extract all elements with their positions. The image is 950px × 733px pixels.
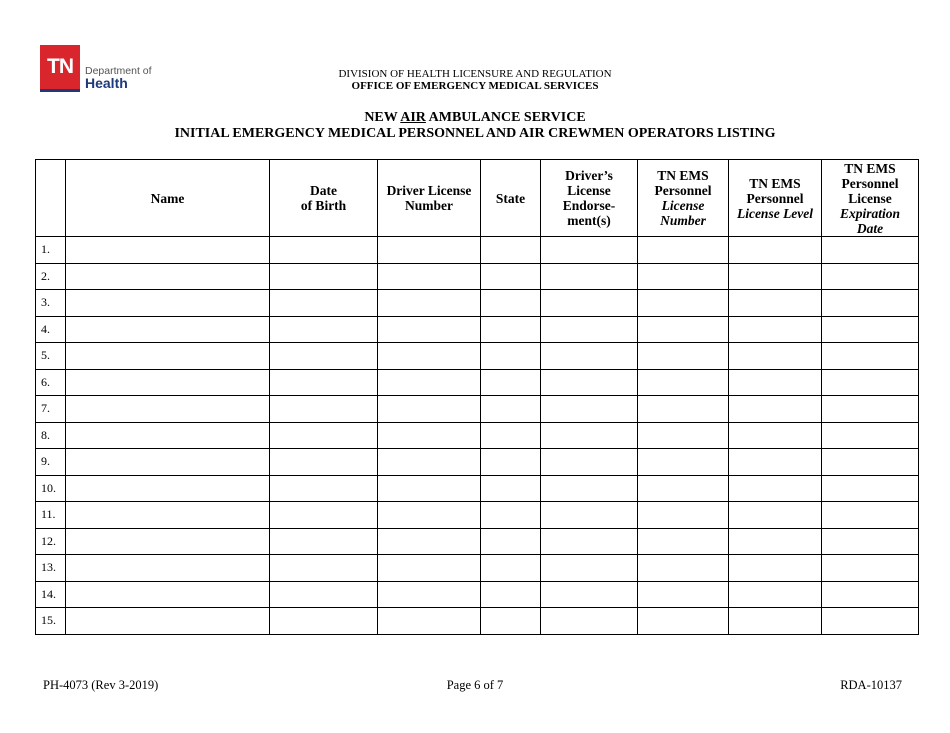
ems-license-number-cell[interactable]: [638, 502, 729, 529]
ems-license-expiration-cell[interactable]: [822, 502, 919, 529]
title-air: AIR: [400, 110, 426, 125]
ems-license-number-cell[interactable]: [638, 555, 729, 582]
license-endorsements-cell[interactable]: [541, 422, 638, 449]
logo-department-text: Department of: [85, 65, 152, 77]
driver-license-number-cell[interactable]: [378, 237, 481, 264]
header-state-text: State: [495, 190, 526, 206]
ems-license-number-cell[interactable]: [638, 528, 729, 555]
header-ems-license-number: [638, 160, 729, 237]
personnel-listing-table: [35, 159, 919, 635]
table-row: [36, 475, 919, 502]
license-endorsements-cell[interactable]: [541, 237, 638, 264]
table-row: [36, 449, 919, 476]
header-ems-license-level: [729, 160, 822, 237]
ems-license-level-cell[interactable]: [729, 555, 822, 582]
row-number: 2.: [36, 263, 66, 290]
row-number: 4.: [36, 316, 66, 343]
state-cell[interactable]: [481, 290, 541, 317]
logo-health-text: Health: [85, 75, 128, 91]
header-index: [36, 160, 66, 237]
header-end-line-1: Driver’s: [565, 168, 613, 183]
header-dl-line-1: Driver License: [386, 183, 472, 198]
table-row: [36, 263, 919, 290]
driver-license-number-cell[interactable]: [378, 316, 481, 343]
header-exp-line-5: Date: [856, 220, 884, 236]
driver-license-number-cell[interactable]: [378, 396, 481, 423]
header-name-text: Name: [150, 190, 185, 206]
name-cell[interactable]: [66, 316, 270, 343]
name-cell[interactable]: [66, 263, 270, 290]
table-row: [36, 343, 919, 370]
office-heading: OFFICE OF EMERGENCY MEDICAL SERVICES: [351, 80, 599, 92]
header-exp-line-4: Expiration: [839, 205, 901, 221]
ems-license-level-cell[interactable]: [729, 608, 822, 635]
state-cell[interactable]: [481, 369, 541, 396]
state-cell[interactable]: [481, 396, 541, 423]
header-exp-line-3: License: [848, 190, 892, 206]
form-number: PH-4073 (Rev 3-2019): [43, 678, 159, 692]
date-of-birth-cell[interactable]: [270, 502, 378, 529]
form-title: [0, 110, 950, 125]
ems-license-level-cell[interactable]: [729, 502, 822, 529]
license-endorsements-cell[interactable]: [541, 396, 638, 423]
driver-license-number-cell[interactable]: [378, 608, 481, 635]
ems-license-expiration-cell[interactable]: [822, 608, 919, 635]
ems-license-expiration-cell[interactable]: [822, 263, 919, 290]
state-cell[interactable]: [481, 263, 541, 290]
state-cell[interactable]: [481, 475, 541, 502]
name-cell[interactable]: [66, 422, 270, 449]
state-cell[interactable]: [481, 343, 541, 370]
ems-license-number-cell[interactable]: [638, 369, 729, 396]
name-cell[interactable]: [66, 608, 270, 635]
ems-license-level-cell[interactable]: [729, 581, 822, 608]
name-cell[interactable]: [66, 581, 270, 608]
ems-license-level-cell[interactable]: [729, 449, 822, 476]
date-of-birth-cell[interactable]: [270, 449, 378, 476]
ems-license-number-cell[interactable]: [638, 316, 729, 343]
ems-license-expiration-cell[interactable]: [822, 581, 919, 608]
ems-license-expiration-cell[interactable]: [822, 475, 919, 502]
rda-number: RDA-10137: [840, 678, 902, 692]
table-row: [36, 316, 919, 343]
table-row: [36, 608, 919, 635]
row-number: 11.: [36, 502, 66, 529]
date-of-birth-cell[interactable]: [270, 263, 378, 290]
ems-license-expiration-cell[interactable]: [822, 528, 919, 555]
ems-license-level-cell[interactable]: [729, 396, 822, 423]
driver-license-number-cell[interactable]: [378, 449, 481, 476]
state-cell[interactable]: [481, 422, 541, 449]
license-endorsements-cell[interactable]: [541, 502, 638, 529]
header-dob-line-2: of Birth: [300, 198, 347, 213]
state-cell[interactable]: [481, 555, 541, 582]
driver-license-number-cell[interactable]: [378, 422, 481, 449]
row-number: 10.: [36, 475, 66, 502]
driver-license-number-cell[interactable]: [378, 263, 481, 290]
table-row: [36, 528, 919, 555]
driver-license-number-cell[interactable]: [378, 581, 481, 608]
state-cell[interactable]: [481, 528, 541, 555]
license-endorsements-cell[interactable]: [541, 316, 638, 343]
header-driver-license-number: [378, 160, 481, 237]
ems-license-number-cell[interactable]: [638, 475, 729, 502]
ems-license-number-cell[interactable]: [638, 263, 729, 290]
name-cell[interactable]: [66, 396, 270, 423]
state-cell[interactable]: [481, 581, 541, 608]
row-number: 13.: [36, 555, 66, 582]
license-endorsements-cell[interactable]: [541, 555, 638, 582]
date-of-birth-cell[interactable]: [270, 369, 378, 396]
name-cell[interactable]: [66, 343, 270, 370]
date-of-birth-cell[interactable]: [270, 396, 378, 423]
table-row: [36, 369, 919, 396]
row-number: 3.: [36, 290, 66, 317]
header-license-endorsements: [541, 160, 638, 237]
driver-license-number-cell[interactable]: [378, 475, 481, 502]
row-number: 15.: [36, 608, 66, 635]
ems-license-level-cell[interactable]: [729, 237, 822, 264]
ems-license-number-cell[interactable]: [638, 396, 729, 423]
license-endorsements-cell[interactable]: [541, 343, 638, 370]
license-endorsements-cell[interactable]: [541, 369, 638, 396]
row-number: 8.: [36, 422, 66, 449]
date-of-birth-cell[interactable]: [270, 528, 378, 555]
name-cell[interactable]: [66, 502, 270, 529]
header-name: [66, 160, 270, 237]
row-number: 1.: [36, 237, 66, 264]
row-number: 12.: [36, 528, 66, 555]
driver-license-number-cell[interactable]: [378, 528, 481, 555]
header-lvl-line-2: Personnel: [746, 190, 804, 206]
driver-license-number-cell[interactable]: [378, 502, 481, 529]
driver-license-number-cell[interactable]: [378, 343, 481, 370]
ems-license-expiration-cell[interactable]: [822, 369, 919, 396]
title-suffix: AMBULANCE SERVICE: [425, 110, 586, 125]
driver-license-number-cell[interactable]: [378, 369, 481, 396]
name-cell[interactable]: [66, 555, 270, 582]
state-cell[interactable]: [481, 316, 541, 343]
ems-license-expiration-cell[interactable]: [822, 422, 919, 449]
license-endorsements-cell[interactable]: [541, 290, 638, 317]
header-date-of-birth: [270, 160, 378, 237]
ems-license-level-cell[interactable]: [729, 343, 822, 370]
row-number: 7.: [36, 396, 66, 423]
name-cell[interactable]: [66, 290, 270, 317]
table-row: [36, 555, 919, 582]
date-of-birth-cell[interactable]: [270, 237, 378, 264]
ems-license-number-cell[interactable]: [638, 290, 729, 317]
header-dob-line-1: Date: [310, 183, 337, 198]
ems-license-number-cell[interactable]: [638, 608, 729, 635]
ems-license-expiration-cell[interactable]: [822, 396, 919, 423]
table-row: [36, 290, 919, 317]
form-subtitle: INITIAL EMERGENCY MEDICAL PERSONNEL AND AIR CREWMEN OPERATORS LISTING: [174, 126, 776, 141]
ems-license-level-cell[interactable]: [729, 369, 822, 396]
table-row: [36, 396, 919, 423]
logo-mark: TN: [40, 45, 80, 89]
ems-license-level-cell[interactable]: [729, 263, 822, 290]
ems-license-number-cell[interactable]: [638, 343, 729, 370]
header-end-line-4: ment(s): [567, 213, 611, 228]
ems-license-number-cell[interactable]: [638, 581, 729, 608]
header-end-line-3: Endorse-: [562, 198, 616, 213]
table-row: [36, 502, 919, 529]
date-of-birth-cell[interactable]: [270, 316, 378, 343]
header-state: [481, 160, 541, 237]
date-of-birth-cell[interactable]: [270, 343, 378, 370]
table-row: [36, 237, 919, 264]
row-number: 6.: [36, 369, 66, 396]
ems-license-expiration-cell[interactable]: [822, 343, 919, 370]
name-cell[interactable]: [66, 475, 270, 502]
license-endorsements-cell[interactable]: [541, 475, 638, 502]
page-number: Page 6 of 7: [446, 678, 504, 692]
table-row: [36, 581, 919, 608]
ems-license-expiration-cell[interactable]: [822, 555, 919, 582]
driver-license-number-cell[interactable]: [378, 555, 481, 582]
ems-license-level-cell[interactable]: [729, 528, 822, 555]
date-of-birth-cell[interactable]: [270, 581, 378, 608]
name-cell[interactable]: [66, 369, 270, 396]
state-cell[interactable]: [481, 608, 541, 635]
date-of-birth-cell[interactable]: [270, 475, 378, 502]
header-num-line-1: TN EMS: [657, 168, 709, 183]
header-exp-line-1: TN EMS: [844, 160, 896, 176]
row-number: 9.: [36, 449, 66, 476]
row-number: 5.: [36, 343, 66, 370]
ems-license-expiration-cell[interactable]: [822, 290, 919, 317]
ems-license-level-cell[interactable]: [729, 475, 822, 502]
driver-license-number-cell[interactable]: [378, 290, 481, 317]
header-end-line-2: License: [567, 183, 611, 198]
date-of-birth-cell[interactable]: [270, 290, 378, 317]
ems-license-expiration-cell[interactable]: [822, 449, 919, 476]
ems-license-number-cell[interactable]: [638, 237, 729, 264]
ems-license-expiration-cell[interactable]: [822, 316, 919, 343]
ems-license-level-cell[interactable]: [729, 316, 822, 343]
header-lvl-line-1: TN EMS: [749, 175, 801, 191]
ems-license-number-cell[interactable]: [638, 449, 729, 476]
license-endorsements-cell[interactable]: [541, 263, 638, 290]
header-num-line-2: Personnel: [654, 183, 712, 198]
header-num-line-3: License: [661, 198, 705, 213]
date-of-birth-cell[interactable]: [270, 608, 378, 635]
license-endorsements-cell[interactable]: [541, 581, 638, 608]
header-ems-license-expiration: [822, 160, 919, 237]
license-endorsements-cell[interactable]: [541, 528, 638, 555]
state-cell[interactable]: [481, 237, 541, 264]
license-endorsements-cell[interactable]: [541, 449, 638, 476]
state-cell[interactable]: [481, 502, 541, 529]
ems-license-level-cell[interactable]: [729, 422, 822, 449]
date-of-birth-cell[interactable]: [270, 422, 378, 449]
title-prefix: NEW: [364, 110, 401, 125]
name-cell[interactable]: [66, 237, 270, 264]
ems-license-number-cell[interactable]: [638, 422, 729, 449]
date-of-birth-cell[interactable]: [270, 555, 378, 582]
name-cell[interactable]: [66, 449, 270, 476]
header-num-line-4: Number: [660, 213, 706, 228]
header-exp-line-2: Personnel: [841, 175, 899, 191]
table-row: [36, 422, 919, 449]
license-endorsements-cell[interactable]: [541, 608, 638, 635]
header-dl-line-2: Number: [405, 198, 453, 213]
ems-license-level-cell[interactable]: [729, 290, 822, 317]
ems-license-expiration-cell[interactable]: [822, 237, 919, 264]
name-cell[interactable]: [66, 528, 270, 555]
division-heading: DIVISION OF HEALTH LICENSURE AND REGULATION: [338, 68, 612, 80]
state-cell[interactable]: [481, 449, 541, 476]
table-header-row: [36, 160, 919, 237]
header-lvl-line-3: License Level: [736, 205, 814, 221]
row-number: 14.: [36, 581, 66, 608]
